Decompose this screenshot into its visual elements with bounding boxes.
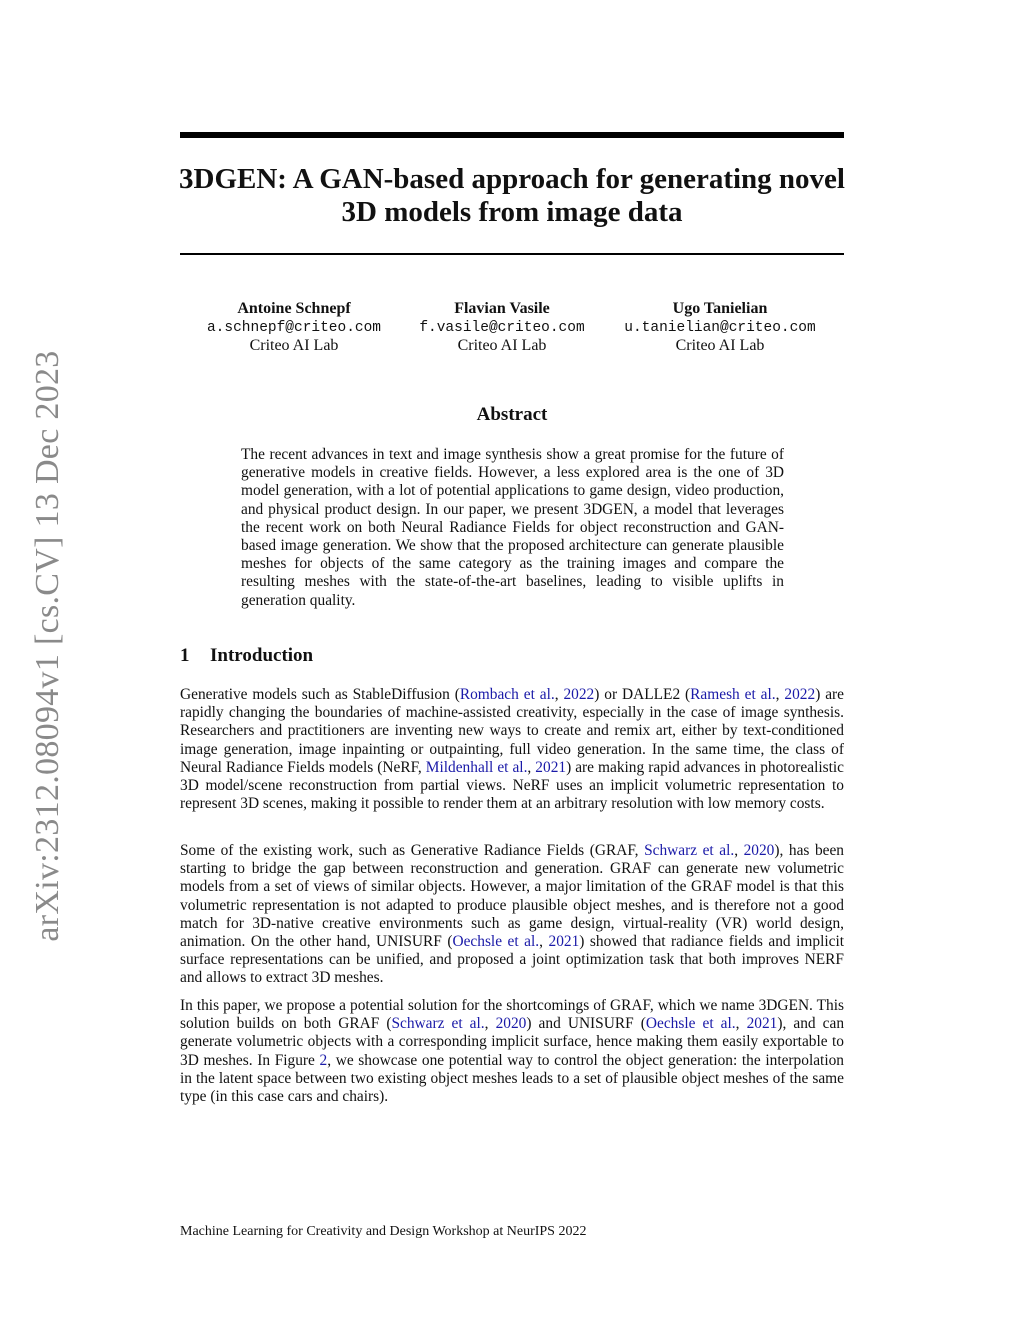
paragraph-text: , [554,686,564,703]
paragraph-text: In this paper, we propose a potential solution for the shortcomings of GRAF, which we name 3DGEN. This solution builds on both GRAF ( [180,997,844,1033]
citation-link[interactable]: 2021 [535,758,567,776]
author-email[interactable]: a.schnepf@criteo.com [206,319,382,336]
figure-reference-link[interactable]: 2 [319,1051,328,1069]
citation-link[interactable]: Mildenhall et al. [425,758,528,776]
paragraph-text: ) or DALLE2 ( [594,686,691,703]
author-block [610,300,830,356]
abstract-heading: Abstract [476,404,548,425]
author-name: Ugo Tanielian [672,300,768,317]
author-block [184,300,404,356]
paragraph-text: ) are rapidly changing the boundaries of machine-assisted creativity, especially in the case of image synthesis. Researchers and practitioners are inventing new ways to create and remix art, either by text-conditioned image generation, image inpainting or outpainting, full video generation. In the same time, the class of Neural Radiance Fields models (NeRF, [180,686,845,776]
paragraph-text: , [734,842,744,859]
citation-link[interactable]: 2021 [548,933,580,951]
citation-link[interactable]: Oechsle et al. [452,933,540,951]
paragraph-text: ) are making rapid advances in photorealistic 3D model/scene reconstruction from partial views. NeRF uses an implicit volumetric representation to represent 3D scenes, making it possible to render them at an arbitrary resolution with low memory costs. [180,758,844,813]
citation-link[interactable]: 2020 [743,842,775,859]
author-name: Flavian Vasile [454,300,550,317]
author-affiliation: Criteo AI Lab [249,337,339,354]
citation-link[interactable]: 2022 [563,686,595,703]
paragraph-text: ), and can generate volumetric objects with a corresponding implicit surface, hence making them easily exportable to 3D meshes. In Figure [180,1015,845,1069]
paragraph-text: , [484,1015,496,1033]
paragraph-text: , [775,686,785,703]
arxiv-id-label: arXiv:2312.08094v1 [cs.CV] 13 Dec 2023 [29,350,66,942]
paper-title-line-2: 3D models from image data [341,196,683,228]
abstract-text: The recent advances in text and image synthesis show a great promise for the future of generative models in creative fields. However, a less explored area is the one of 3D model generation, with a lot of potential applications to game design, video production, and physical product design. In our paper, we present 3DGEN, a model that leverages the recent work on both Neural Radiance Fields for object reconstruction and GAN-based image generation. We show that the proposed architecture can generate plausible meshes for objects of the same category as the training images and compare the resulting meshes with the state-of-the-art baselines, leading to visible uplifts in generation quality. [241,446,784,609]
author-email[interactable]: u.tanielian@criteo.com [624,319,816,336]
paper-title [170,163,854,229]
paragraph-text: Generative models such as StableDiffusion ( [180,686,460,703]
citation-link[interactable]: Schwarz et al. [391,1015,485,1033]
venue-footer: Machine Learning for Creativity and Design Workshop at NeurIPS 2022 [180,1224,587,1239]
section-heading [180,645,313,667]
paragraph-text: , [539,933,549,951]
author-email[interactable]: f.vasile@criteo.com [419,319,585,336]
citation-link[interactable]: Rombach et al. [459,686,555,703]
citation-link[interactable]: Schwarz et al. [644,842,735,859]
citation-link[interactable]: 2020 [495,1015,527,1033]
citation-link[interactable]: Oechsle et al. [645,1015,736,1033]
author-affiliation: Criteo AI Lab [675,337,765,354]
author-affiliation: Criteo AI Lab [457,337,547,354]
paragraph-text: Some of the existing work, such as Generative Radiance Fields (GRAF, [180,842,645,859]
paragraph-text: ) showed that radiance fields and implicit surface representations can be unified, and proposed a joint optimization task that both improves NERF and allows to extract 3D meshes. [180,933,845,987]
author-block [392,300,612,356]
title-bottom-rule [180,253,844,255]
paragraph-text: , [735,1015,747,1033]
citation-link[interactable]: 2022 [784,686,816,703]
author-list [180,300,844,360]
author-name: Antoine Schnepf [237,300,351,317]
section-title: Introduction [210,645,314,666]
paragraph-text: , [527,758,536,776]
intro-paragraph-1 [180,686,844,813]
section-number: 1 [180,645,190,666]
paragraph-text: ) and UNISURF ( [526,1015,646,1033]
paragraph-text: ), has been starting to bridge the gap between reconstruction and generation. GRAF can generate new volumetric models from a set of views of similar objects. However, a major limitation of the GRAF model is that this volumetric representation is not adapted to produce plausible object meshes, and is therefore not a good match for 3D-native creative environments such as game design, virtual-reality (VR) world design, animation. On the other hand, UNISURF ( [180,842,844,951]
intro-paragraph-2 [180,842,844,988]
paper-title-line-1: 3DGEN: A GAN-based approach for generating novel [179,163,845,195]
title-top-rule [180,132,844,138]
intro-paragraph-3 [180,997,844,1106]
citation-link[interactable]: Ramesh et al. [690,686,776,703]
citation-link[interactable]: 2021 [746,1015,778,1033]
paragraph-text: , we showcase one potential way to control the object generation: the interpolation in the latent space between two existing object meshes leads to a set of plausible object meshes of the same type (in this case cars and chairs). [180,1051,844,1106]
